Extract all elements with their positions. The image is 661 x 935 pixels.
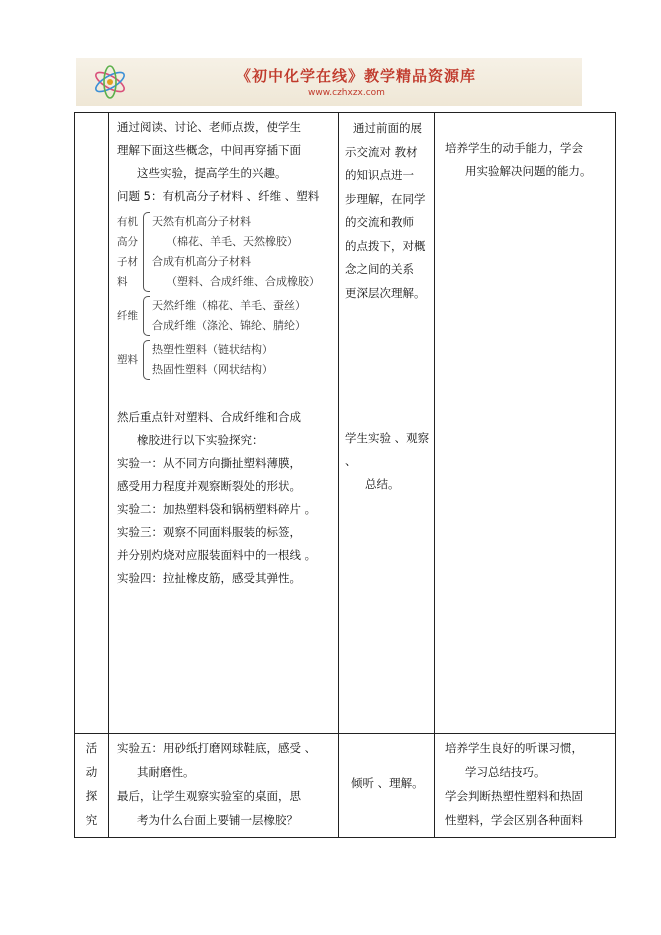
tree-item: 热塑性塑料（链状结构）: [152, 343, 273, 356]
design-intent-cell: [435, 113, 616, 734]
focus-line: 然后重点针对塑料、合成纤维和合成: [117, 410, 301, 424]
tree-item: 热固性塑料（网状结构）: [152, 363, 273, 376]
intro-line: 通过阅读、讨论、老师点拨，使学生: [117, 120, 301, 134]
tree-item: 合成有机高分子材料: [152, 255, 251, 268]
experiment-line: 实验四：拉扯橡皮筋，感受其弹性。: [117, 571, 301, 585]
stage-cell: [75, 113, 109, 734]
teacher-line: 实验五：用砂纸打磨网球鞋底，感受 、: [117, 741, 317, 755]
tree-item: 合成纤维（涤沦、锦纶、腈纶）: [152, 319, 306, 332]
intent-line: 用实验解决问题的能力。: [465, 164, 592, 178]
student-line: 更深层次理解。: [345, 285, 426, 300]
tree-group-plastic: [117, 340, 332, 380]
intent-line: 学习总结技巧。: [465, 765, 546, 779]
student-activity-cell: [339, 113, 435, 734]
teacher-activity-cell: [109, 113, 339, 734]
teacher-line: 其耐磨性。: [137, 765, 195, 779]
table-row: [75, 113, 616, 734]
student-line: 总结。: [365, 477, 400, 491]
experiment-line: 感受用力程度并观察断裂处的形状。: [117, 479, 301, 493]
student-line: 念之间的关系: [345, 262, 414, 276]
intent-line: 培养学生的动手能力，学会: [445, 141, 583, 155]
experiment-line: 实验一：从不同方向撕扯塑料薄膜，: [117, 456, 301, 470]
stage-char: 动: [85, 765, 98, 779]
tree-label: 有机 高分 子材 料: [117, 216, 138, 288]
intent-line: 学会判断热塑性塑料和热固: [445, 789, 583, 803]
tree-group-polymer: [117, 212, 332, 292]
teacher-activity-cell: [109, 734, 339, 838]
lesson-table: [74, 112, 616, 838]
tree-label: 塑料: [117, 354, 138, 366]
experiment-line: 实验三：观察不同面料服装的标签，: [117, 525, 301, 539]
experiment-line: 并分别灼烧对应服装面料中的一根线 。: [117, 548, 317, 562]
brace-icon: [143, 212, 150, 292]
concept-tree: [117, 212, 332, 380]
banner-title: 《初中化学在线》教学精品资源库: [236, 67, 477, 85]
stage-char: 究: [85, 813, 98, 827]
intro-line: 理解下面这些概念，中间再穿插下面: [117, 143, 301, 157]
student-line: 学生实验 、观察 、: [345, 431, 430, 468]
teacher-line: 最后，让学生观察实验室的桌面，思: [117, 789, 301, 803]
banner-url: www.czhxzx.com: [308, 88, 385, 98]
focus-line: 橡胶进行以下实验探究：: [137, 433, 264, 447]
tree-item: （塑料、合成纤维、合成橡胶）: [166, 275, 320, 288]
question-text: 问题 5：有机高分子材料 、纤维 、塑料: [117, 189, 320, 203]
atom-logo-icon: [90, 64, 130, 100]
teacher-line: 考为什么台面上要铺一层橡胶？: [137, 813, 298, 827]
tree-item: 天然纤维（棉花、羊毛、蚕丝）: [152, 299, 306, 312]
student-activity-cell: [339, 734, 435, 838]
tree-item: 天然有机高分子材料: [152, 215, 251, 228]
student-line: 步理解，在同学: [345, 191, 426, 206]
table-row: [75, 734, 616, 838]
tree-group-fiber: [117, 296, 332, 336]
stage-char: 探: [85, 789, 98, 803]
brace-icon: [143, 340, 150, 380]
student-line: 的点拨下，对概: [345, 238, 426, 253]
header-banner: [76, 58, 582, 106]
tree-item: （棉花、羊毛、天然橡胶）: [166, 235, 298, 248]
student-line: 的交流和教师: [345, 215, 414, 229]
intent-line: 培养学生良好的听课习惯，: [445, 741, 583, 755]
stage-char: 活: [85, 741, 98, 755]
student-line: 倾听 、理解。: [351, 776, 424, 790]
intent-line: 性塑料，学会区别各种面料: [445, 813, 583, 827]
tree-label: 纤维: [117, 310, 138, 322]
brace-icon: [143, 296, 150, 336]
intro-line: 这些实验，提高学生的兴趣。: [137, 166, 287, 180]
design-intent-cell: [435, 734, 616, 838]
student-line: 通过前面的展: [353, 121, 422, 135]
experiment-line: 实验二：加热塑料袋和锅柄塑料碎片 。: [117, 502, 317, 516]
student-line: 的知识点进一: [345, 168, 414, 182]
stage-label-cell: [75, 734, 109, 838]
student-line: 示交流对 教材: [345, 144, 418, 159]
